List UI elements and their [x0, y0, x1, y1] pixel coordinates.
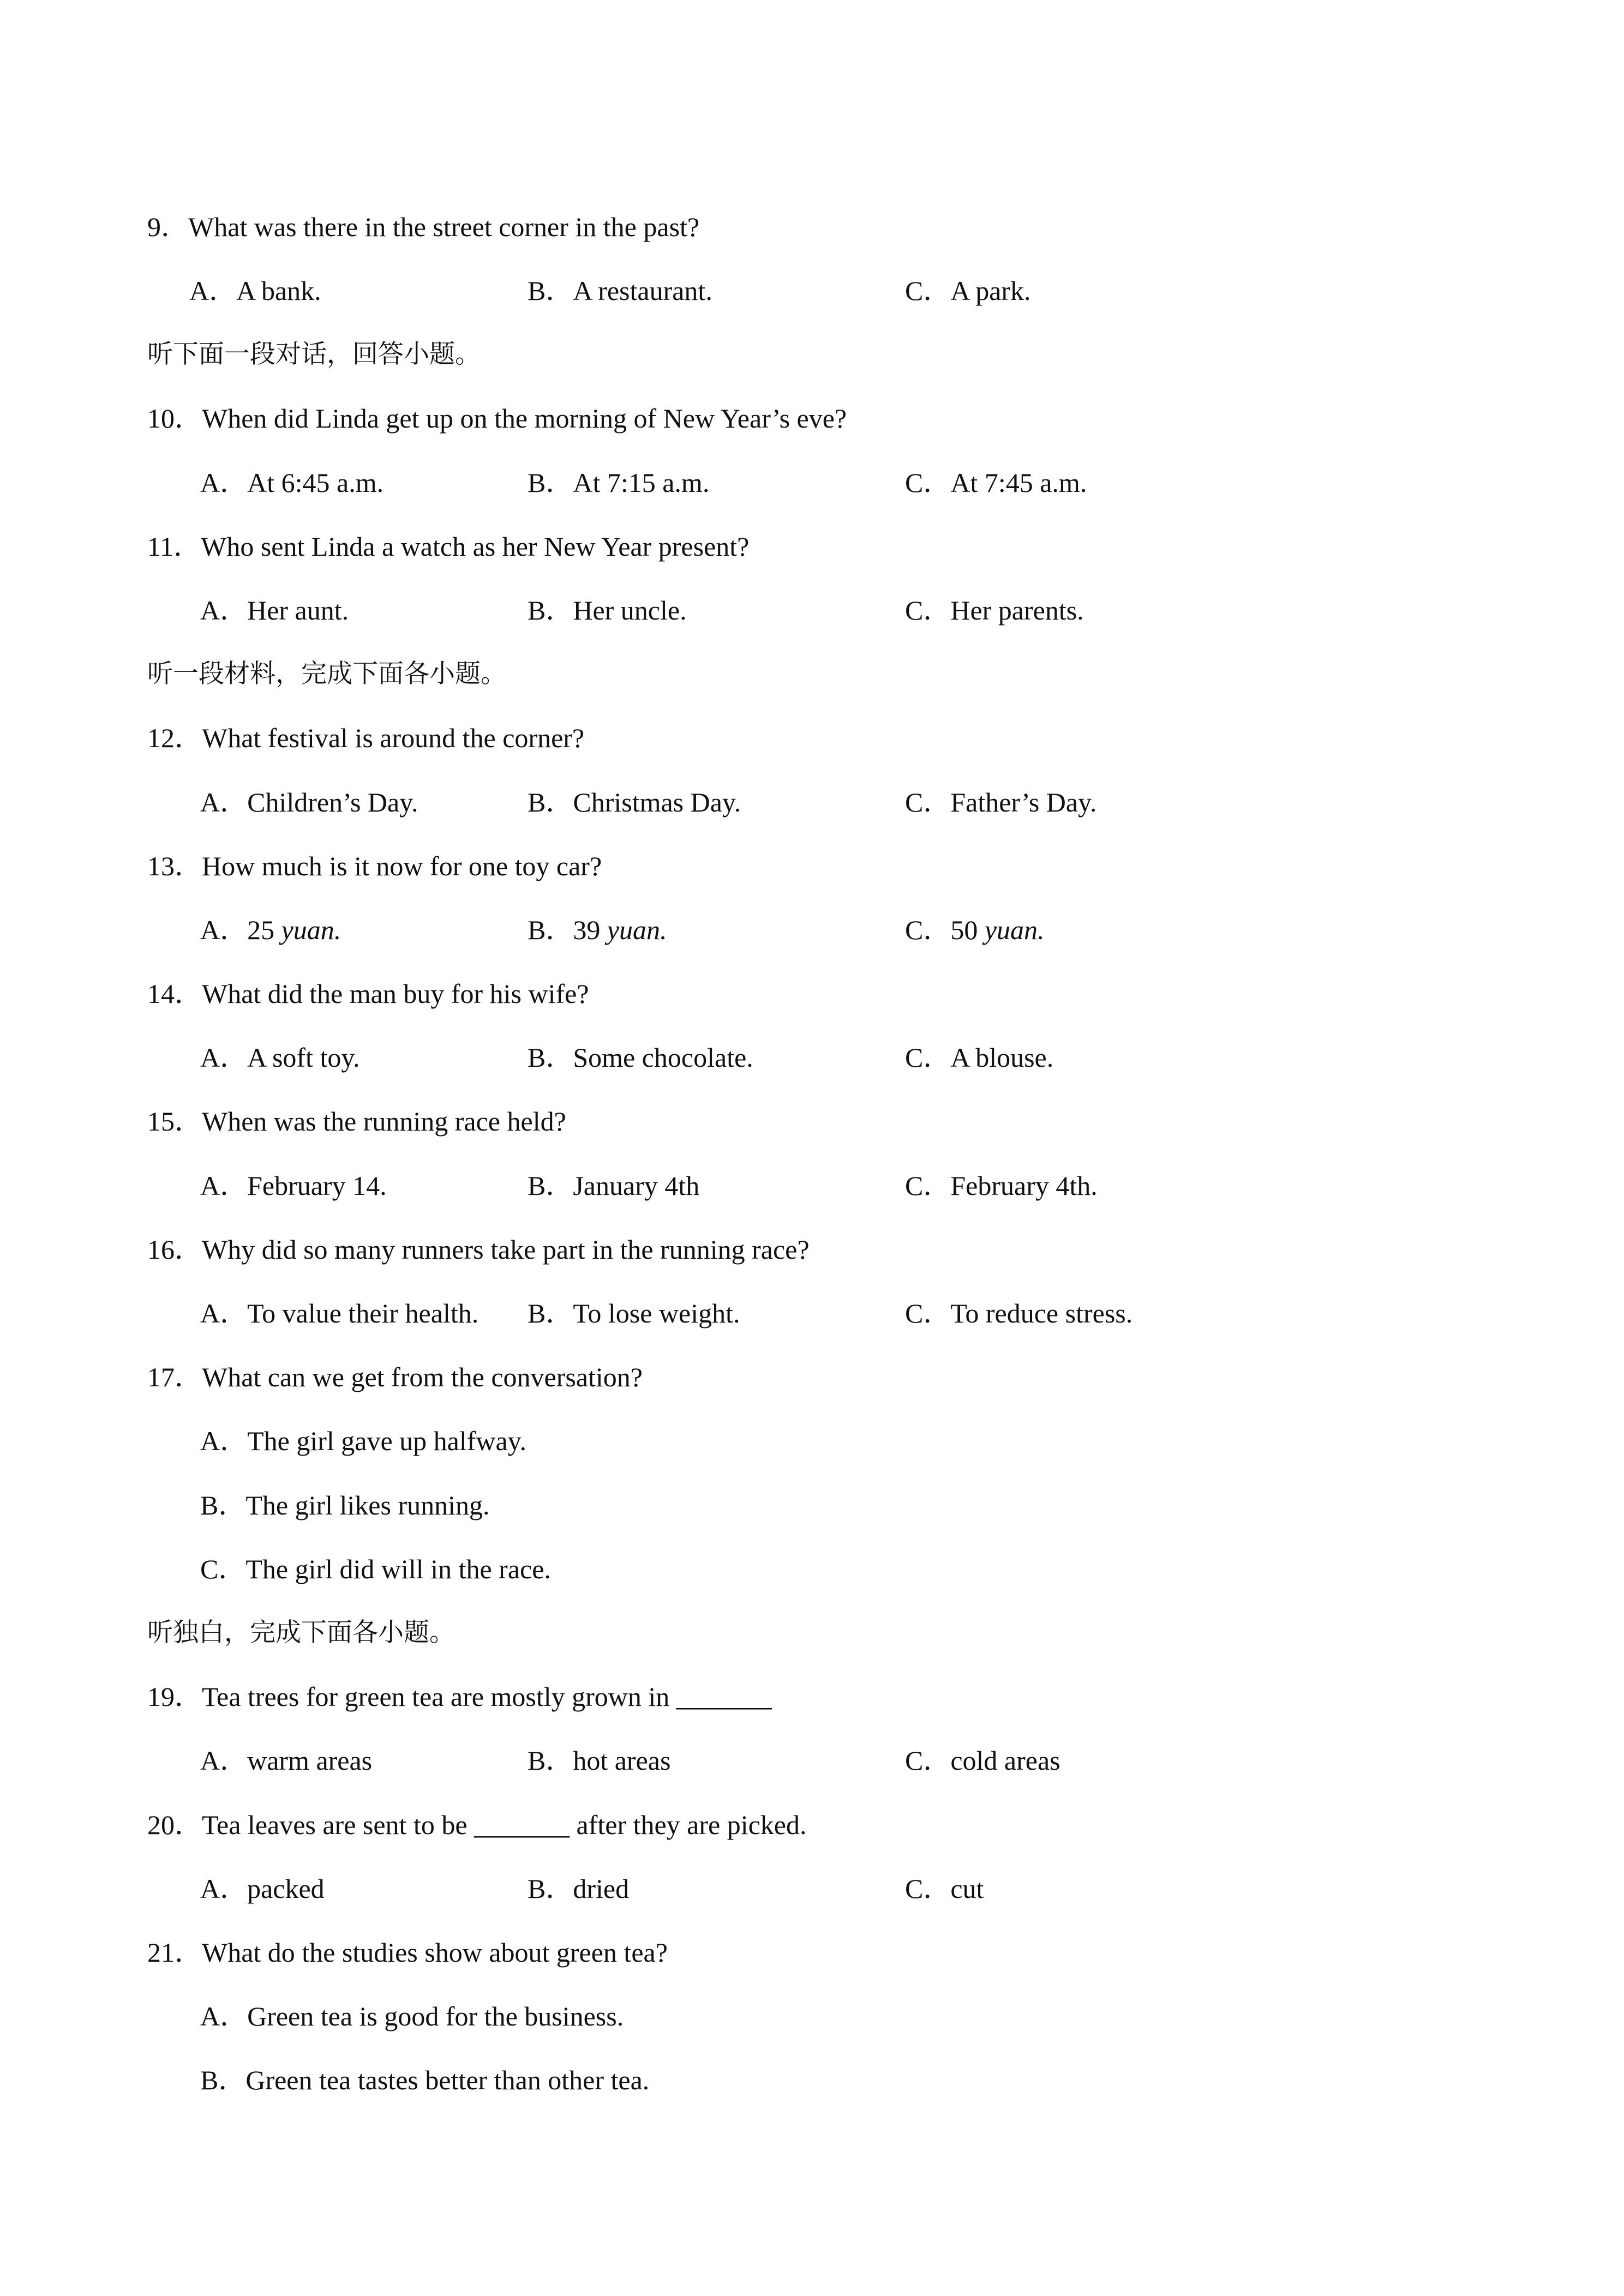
question-12-option-a: A．Children’s Day. [200, 787, 418, 818]
question-16-option-b: B．To lose weight. [528, 1298, 740, 1329]
question-15-stem: 15．When was the running race held? [147, 1106, 566, 1137]
question-17-option-c: C．The girl did will in the race. [200, 1554, 551, 1584]
question-15-option-a: A．February 14. [200, 1170, 387, 1201]
question-20-option-a: A．packed [200, 1873, 325, 1904]
question-20-option-c: C．cut [905, 1873, 984, 1904]
question-12-stem: 12．What festival is around the corner? [147, 723, 585, 753]
question-11-stem: 11．Who sent Linda a watch as her New Year present? [147, 531, 750, 562]
question-19-option-b: B．hot areas [528, 1745, 671, 1776]
question-14-option-a: A．A soft toy. [200, 1042, 360, 1073]
question-13-option-c-amount: C．50 [905, 915, 985, 945]
question-9-option-b: B．A restaurant. [528, 275, 712, 306]
question-13-option-a-amount: A．25 [200, 915, 281, 945]
section-instruction-3: 听独白，完成下面各小题。 [147, 1618, 455, 1648]
question-9-stem: 9．What was there in the street corner in the past? [147, 212, 700, 242]
question-10-option-b: B．At 7:15 a.m. [528, 467, 710, 498]
question-17-option-a: A．The girl gave up halfway. [200, 1426, 526, 1456]
question-19-stem: 19．Tea trees for green tea are mostly grown in _______ [147, 1681, 772, 1712]
question-11-option-a: A．Her aunt. [200, 595, 349, 626]
question-9-option-c: C．A park. [905, 275, 1031, 306]
question-12-option-b: B．Christmas Day. [528, 787, 741, 818]
question-11-option-c: C．Her parents. [905, 595, 1084, 626]
question-12-option-c: C．Father’s Day. [905, 787, 1097, 818]
section-instruction-2: 听一段材料，完成下面各小题。 [147, 659, 506, 689]
question-13-stem: 13．How much is it now for one toy car? [147, 851, 602, 881]
question-15-option-c: C．February 4th. [905, 1170, 1098, 1201]
question-19-option-c: C．cold areas [905, 1745, 1060, 1776]
question-21-option-b: B．Green tea tastes better than other tea. [200, 2065, 650, 2095]
question-14-option-b: B．Some chocolate. [528, 1042, 753, 1073]
question-21-stem: 21．What do the studies show about green tea? [147, 1937, 668, 1968]
question-10-option-c: C．At 7:45 a.m. [905, 467, 1087, 498]
question-11-option-b: B．Her uncle. [528, 595, 687, 626]
question-21-option-a: A．Green tea is good for the business. [200, 2001, 624, 2031]
question-10-option-a: A．At 6:45 a.m. [200, 467, 384, 498]
question-13-option-a-unit: yuan. [281, 915, 341, 945]
question-13-option-b-unit: yuan. [607, 915, 667, 945]
question-19-option-a: A．warm areas [200, 1745, 373, 1776]
question-20-option-b: B．dried [528, 1873, 630, 1904]
section-instruction-1: 听下面一段对话，回答小题。 [147, 339, 481, 369]
question-13-option-b [528, 913, 667, 946]
question-9-option-a: A．A bank. [189, 275, 321, 306]
question-10-stem: 10．When did Linda get up on the morning of New Year’s eve? [147, 403, 847, 434]
question-14-stem: 14．What did the man buy for his wife? [147, 978, 589, 1009]
question-16-option-c: C．To reduce stress. [905, 1298, 1133, 1329]
question-20-stem: 20．Tea leaves are sent to be _______ after they are picked. [147, 1810, 807, 1840]
question-15-option-b: B．January 4th [528, 1170, 700, 1201]
question-13-option-c [905, 913, 1045, 946]
question-13-option-b-amount: B．39 [528, 915, 607, 945]
question-14-option-c: C．A blouse. [905, 1042, 1054, 1073]
question-16-option-a: A．To value their health. [200, 1298, 479, 1329]
question-17-option-b: B．The girl likes running. [200, 1490, 490, 1520]
question-13-option-a [200, 913, 341, 946]
question-13-option-c-unit: yuan. [984, 915, 1045, 945]
question-16-stem: 16．Why did so many runners take part in the running race? [147, 1234, 810, 1265]
question-17-stem: 17．What can we get from the conversation? [147, 1362, 643, 1392]
